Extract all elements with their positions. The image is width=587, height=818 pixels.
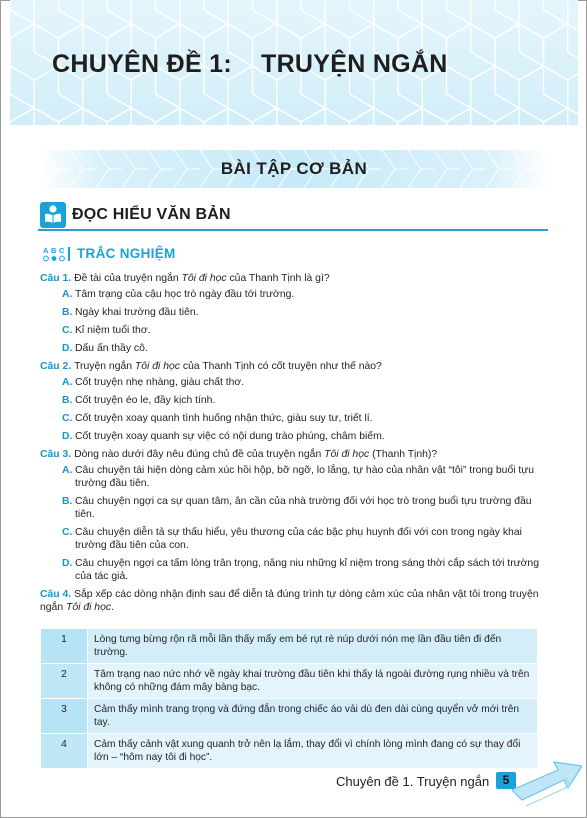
option-letter: D. [62,558,73,569]
work-title: Tôi đi học [66,602,112,613]
option-text: Câu chuyện ngợi ca tấm lòng trân trọng, nâng niu những kỉ niệm trong sáng thời cắp sách tới trường của tác giả. [75,558,539,582]
question-text: Đề tài của truyện ngắn [74,273,182,284]
answer-option[interactable] [40,464,540,490]
answer-option[interactable] [40,557,540,583]
option-letter: D. [62,343,73,354]
question-number: Câu 3. [40,449,75,460]
option-letter: C. [62,527,73,538]
option-text: Ngày khai trường đầu tiên. [75,307,199,318]
option-text: Kỉ niệm tuổi thơ. [75,325,151,336]
answer-option[interactable] [40,526,540,552]
work-title: Tôi đi học [134,361,180,372]
option-letter: A. [62,465,73,476]
row-statement: Tâm trạng nao nức nhớ về ngày khai trường đầu tiên khi thấy lá ngoài đường rụng nhiều và trên không có những đám mây bàng bạc. [88,664,538,699]
option-text: Cốt truyện nhẹ nhàng, giàu chất thơ. [75,377,245,388]
option-letter: B. [62,307,73,318]
work-title: Tôi đi học [181,273,227,284]
answer-option[interactable] [40,394,540,407]
question-text: Dòng nào dưới đây nêu đúng chủ đề của truyện ngắn [74,449,325,460]
section-title: BÀI TẬP CƠ BẢN [220,159,368,178]
svg-text:B: B [51,246,57,255]
option-text: Câu chuyện tái hiện dòng cảm xúc hồi hộp, bỡ ngỡ, lo lắng, tự hào của nhân vật “tôi” trong buổi tựu trường đầu tiên. [75,465,535,489]
option-text: Cốt truyện éo le, đầy kịch tính. [75,395,216,406]
option-text: Cốt truyện xoay quanh tình huống nhận thức, giàu suy tư, triết lí. [75,413,373,424]
option-text: Câu chuyện diễn tả sự thấu hiểu, yêu thương của các bậc phụ huynh đối với con trong ngày khai trường đầu tiên của con. [75,527,522,551]
question-text: của Thanh Tịnh là gì? [226,273,330,284]
question-text: của Thanh Tịnh có cốt truyện như thế nào? [179,361,382,372]
questions-container [40,272,540,618]
chapter-title: CHUYÊN ĐỀ 1: TRUYỆN NGẮN [52,50,448,78]
answer-option[interactable] [40,342,540,355]
option-letter: B. [62,496,73,507]
reading-underline [38,229,548,231]
question-text: . [111,602,114,613]
table-row [41,699,538,734]
abc-icon [42,246,66,263]
header-band [10,0,578,125]
question-number: Câu 1. [40,273,75,284]
option-text: Dấu ấn thầy cô. [75,343,148,354]
question-text: Sắp xếp các dòng nhận định sau để diễn tả đúng trình tự dòng cảm xúc của nhân vật tôi trong truyện ngắn [40,589,539,613]
work-title: Tôi đi học [324,449,370,460]
section-banner [38,150,550,188]
svg-text:A: A [43,246,49,255]
question-stem [40,448,540,461]
question [40,360,540,443]
option-letter: B. [62,395,73,406]
option-letter: A. [62,377,73,388]
row-statement: Lòng tưng bừng rộn rã mỗi lần thấy mấy em bé rụt rè núp dưới nón mẹ lần đầu tiên đi đến trường. [88,629,538,664]
answer-option[interactable] [40,412,540,425]
table-row [41,664,538,699]
row-number: 4 [41,734,88,769]
question-stem [40,360,540,373]
order-table [40,628,538,769]
footer-arrow-icon [512,760,582,810]
page-number: 5 [496,772,516,789]
answer-option[interactable] [40,288,540,301]
question [40,588,540,614]
reading-title: ĐỌC HIỂU VĂN BẢN [72,206,231,223]
row-number: 2 [41,664,88,699]
question-text: Truyện ngắn [74,361,135,372]
mcq-title: TRẮC NGHIỆM [77,246,176,261]
question-stem [40,588,540,614]
question [40,448,540,583]
question [40,272,540,355]
footer-chapter-label: Chuyên đề 1. Truyện ngắn [336,774,490,789]
answer-option[interactable] [40,495,540,521]
mcq-divider [68,247,70,261]
answer-option[interactable] [40,376,540,389]
option-letter: A. [62,289,73,300]
table-row [41,734,538,769]
option-text: Tâm trạng của cậu học trò ngày đầu tới trường. [75,289,295,300]
option-text: Cốt truyện xoay quanh sự việc có nội dung trào phúng, châm biếm. [75,431,385,442]
reader-icon [40,202,66,228]
row-number: 3 [41,699,88,734]
question-text: (Thanh Tịnh)? [369,449,438,460]
row-statement: Cảm thấy mình trang trọng và đứng đắn trong chiếc áo vải dù đen dài cùng quyển vở mới trên tay. [88,699,538,734]
table-row [41,629,538,664]
option-letter: C. [62,325,73,336]
question-stem [40,272,540,285]
answer-option[interactable] [40,306,540,319]
option-text: Câu chuyện ngợi ca sự quan tâm, ân cần của nhà trường đối với học trò trong buổi tựu trường đầu tiên. [75,496,532,520]
question-number: Câu 4. [40,589,75,600]
option-letter: C. [62,413,73,424]
question-number: Câu 2. [40,361,75,372]
row-number: 1 [41,629,88,664]
svg-text:C: C [59,246,65,255]
answer-option[interactable] [40,324,540,337]
option-letter: D. [62,431,73,442]
answer-option[interactable] [40,430,540,443]
row-statement: Cảm thấy cảnh vật xung quanh trở nên lạ lắm, thay đổi vì chính lòng mình đang có sự thay đổi lớn – “hôm nay tôi đi học”. [88,734,538,769]
